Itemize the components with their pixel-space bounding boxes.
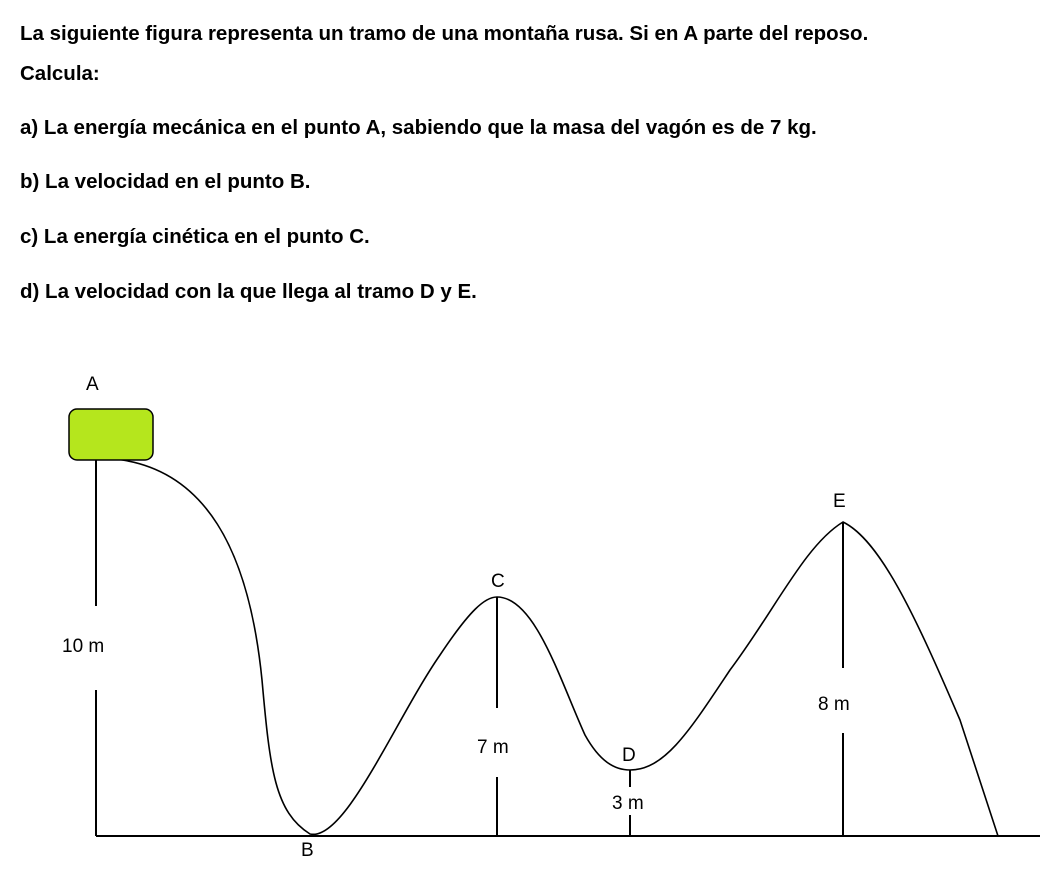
point-label-b: B: [301, 840, 314, 861]
point-label-e: E: [833, 491, 846, 512]
cart-icon: [69, 409, 153, 460]
point-label-a: A: [86, 374, 99, 395]
question-b: b) La velocidad en el punto B.: [20, 170, 311, 193]
question-c: c) La energía cinética en el punto C.: [20, 225, 370, 248]
point-label-d: D: [622, 745, 636, 766]
problem-intro-line2: Calcula:: [20, 62, 100, 85]
height-label-a: 10 m: [62, 636, 105, 657]
height-label-d: 3 m: [612, 793, 644, 814]
question-a: a) La energía mecánica en el punto A, sabiendo que la masa del vagón es de 7 kg.: [20, 116, 817, 139]
point-label-c: C: [491, 571, 505, 592]
height-label-e: 8 m: [818, 694, 850, 715]
height-label-c: 7 m: [477, 737, 509, 758]
coaster-track: [96, 458, 998, 836]
question-d: d) La velocidad con la que llega al tramo D y E.: [20, 280, 477, 303]
problem-intro-line1: La siguiente figura representa un tramo de una montaña rusa. Si en A parte del reposo.: [20, 22, 869, 45]
